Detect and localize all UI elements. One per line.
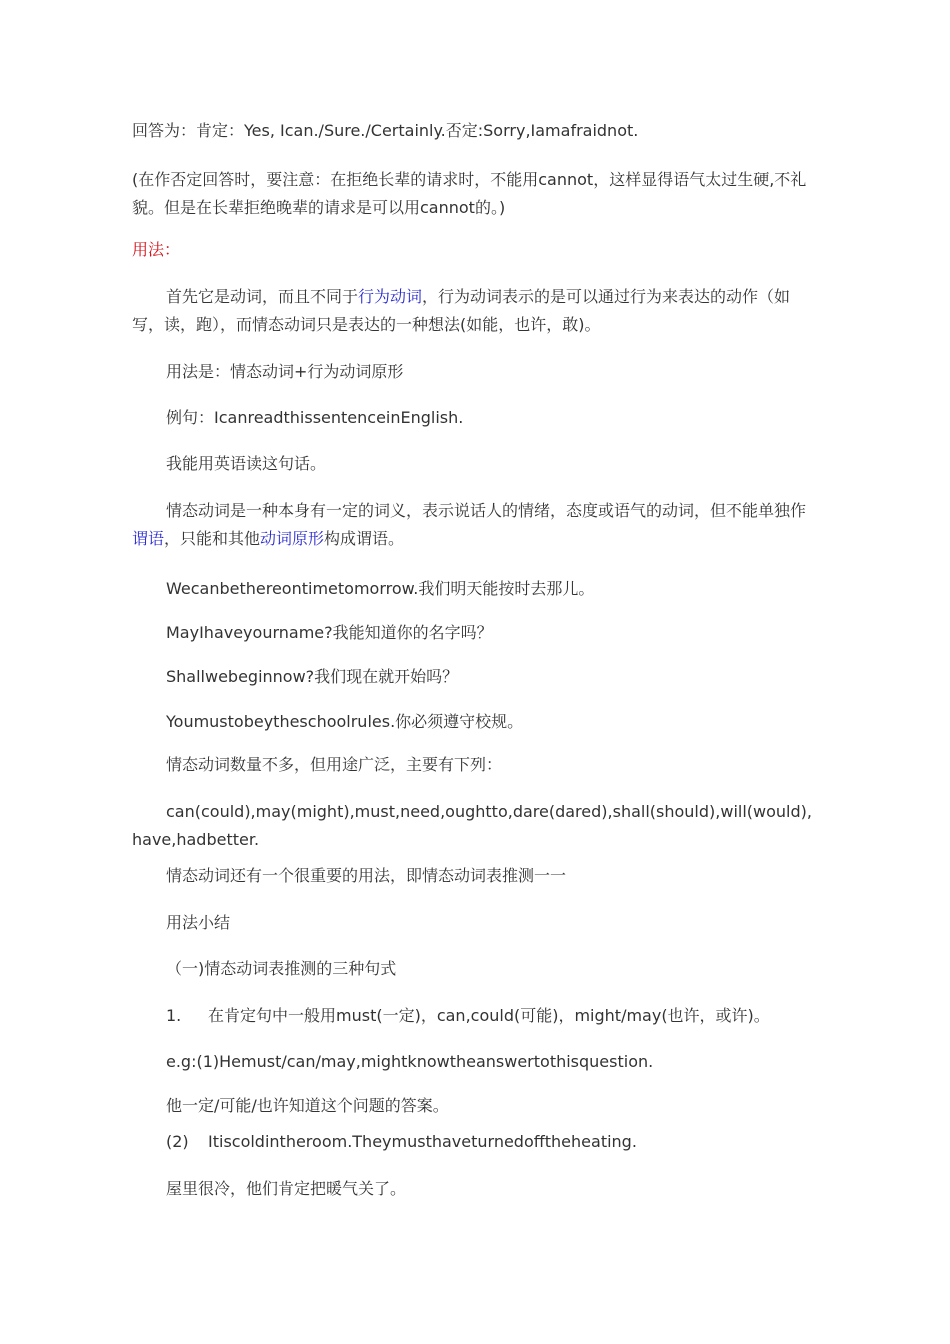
- inference-intro: 情态动词还有一个很重要的用法，即情态动词表推测一一: [166, 866, 567, 885]
- usage-heading: 用法：: [132, 240, 181, 259]
- example-translation: 我能用英语读这句话。: [166, 454, 327, 473]
- example-1-translation: 他一定/可能/也许知道这个问题的答案。: [166, 1096, 449, 1115]
- definition-text-1: 情态动词是一种本身有一定的词义，表示说话人的情绪，态度或语气的动词，但不能单独作: [166, 501, 807, 520]
- example-sentence-2: MayIhaveyourname?我能知道你的名字吗？: [166, 623, 493, 642]
- example-sentence-3: Shallwebeginnow?我们现在就开始吗？: [166, 667, 459, 686]
- intro-link-action-verb[interactable]: 行为动词: [358, 287, 423, 306]
- definition-link-predicate[interactable]: 谓语: [132, 529, 165, 548]
- note-paragraph: (在作否定回答时，要注意：在拒绝长辈的请求时，不能用cannot，这样显得语气太过生硬,不礼貌。但是在长辈拒绝晚辈的请求是可以用cannot的。): [132, 170, 807, 217]
- definition-paragraph: [132, 497, 822, 553]
- usage-rule: 用法是：情态动词+行为动词原形: [166, 362, 404, 381]
- example-label: 例句：IcanreadthissentenceinEnglish.: [166, 408, 464, 427]
- section-heading: （一)情态动词表推测的三种句式: [166, 959, 397, 978]
- intro-paragraph: [132, 283, 822, 339]
- example-sentence-1: Wecanbethereontimetomorrow.我们明天能按时去那儿。: [166, 579, 595, 598]
- point-1-number: 1.: [166, 1006, 182, 1025]
- list-intro: 情态动词数量不多，但用途广泛，主要有下列：: [166, 755, 503, 774]
- example-2-number: (2): [166, 1132, 189, 1151]
- example-2-text: Itiscoldintheroom.Theymusthaveturnedofftheheating.: [208, 1132, 637, 1151]
- example-2: [166, 1128, 822, 1156]
- verb-list: can(could),may(might),must,need,oughtto,dare(dared),shall(should),will(would),have,hadbetter.: [132, 802, 812, 849]
- definition-link-base-verb[interactable]: 动词原形: [260, 529, 325, 548]
- answer-line: 回答为：肯定：Yes, Ican./Sure./Certainly.否定:Sorry,Iamafraidnot.: [132, 121, 639, 140]
- example-1: e.g:(1)Hemust/can/may,mightknowtheanswertothisquestion.: [166, 1052, 654, 1071]
- example-2-translation: 屋里很冷，他们肯定把暖气关了。: [166, 1179, 407, 1198]
- intro-text-2: ，行为动词表示的是可以通过行为来表达的动作（如写，读，跑），而情态动词只是表达的一种想法(如能，也许，敢)。: [132, 287, 791, 334]
- point-1-text: 在肯定句中一般用must(一定)，can,could(可能)，might/may(也许，或许)。: [208, 1006, 770, 1025]
- intro-text-1: 首先它是动词，而且不同于: [166, 287, 359, 306]
- point-1: [166, 1002, 822, 1030]
- example-sentence-4: Youmustobeytheschoolrules.你必须遵守校规。: [166, 712, 524, 731]
- definition-text-2: ，只能和其他: [164, 529, 261, 548]
- definition-text-3: 构成谓语。: [324, 529, 405, 548]
- summary-heading: 用法小结: [166, 913, 231, 932]
